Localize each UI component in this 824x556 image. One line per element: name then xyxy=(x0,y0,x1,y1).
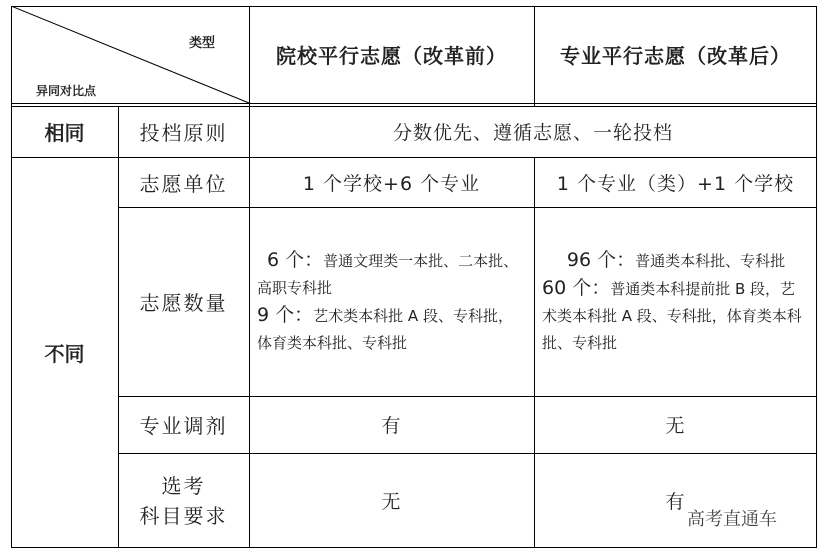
corner-header-compare: 异同对比点 xyxy=(36,84,97,98)
item-filing-principle: 投档原则 xyxy=(139,121,228,145)
value-major-adjustment-before: 有 xyxy=(381,415,402,437)
count-96: 96 个： xyxy=(566,248,636,271)
item-application-count: 志愿数量 xyxy=(139,291,228,315)
corner-header-type: 类型 xyxy=(189,36,216,51)
count-60: 60 个： xyxy=(542,276,611,299)
value-subject-requirement-after: 有 xyxy=(665,491,686,513)
count-9-desc: 艺术类本科批 A 段、专科批，体育类本科批、专科批 xyxy=(257,306,513,352)
value-application-unit-before: 1 个学校+6 个专业 xyxy=(302,172,481,195)
comparison-table xyxy=(11,6,817,548)
count-9: 9 个： xyxy=(257,303,314,326)
column-header-after: 专业平行志愿（改革后） xyxy=(560,44,791,68)
item-subject-requirement-line2: 科目要求 xyxy=(139,503,228,528)
row-group-same: 相同 xyxy=(44,121,85,145)
count-6: 6 个： xyxy=(267,248,324,271)
watermark-text: 高考直通车 xyxy=(687,509,777,530)
value-application-unit-after: 1 个专业（类）+1 个学校 xyxy=(556,172,795,195)
value-major-adjustment-after: 无 xyxy=(665,415,686,437)
item-major-adjustment: 专业调剂 xyxy=(139,414,228,438)
row-group-different: 不同 xyxy=(44,342,85,366)
value-application-count-before xyxy=(257,207,527,396)
item-application-unit: 志愿单位 xyxy=(139,171,228,196)
column-header-before: 院校平行志愿（改革前） xyxy=(276,44,507,68)
value-filing-principle: 分数优先、遵循志愿、一轮投档 xyxy=(392,122,673,144)
value-application-count-after xyxy=(542,207,810,396)
count-6-desc: 普通文理类一本批、二本批、高职专科批 xyxy=(257,251,519,297)
item-subject-requirement xyxy=(118,453,249,548)
count-96-desc: 普通类本科批、专科批 xyxy=(635,251,786,270)
item-subject-requirement-line1: 选考 xyxy=(161,473,206,498)
value-subject-requirement-before: 无 xyxy=(381,491,402,513)
count-60-desc: 普通类本科提前批 B 段，艺术类本科批 A 段、专科批，体育类本科批、专科批 xyxy=(542,279,802,352)
